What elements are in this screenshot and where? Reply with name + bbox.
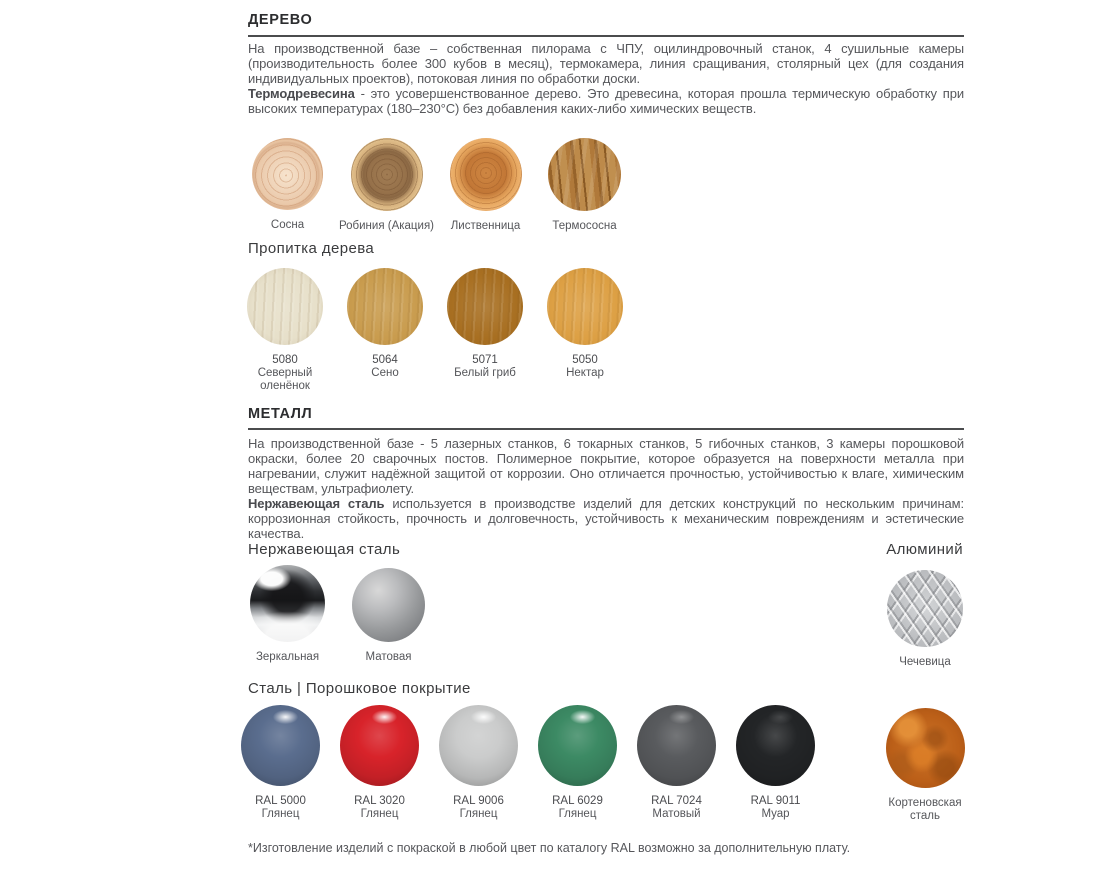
ral-label [354,795,405,821]
ral-footnote: *Изготовление изделий с покраской в любой цвет по каталогу RAL возможно за дополнительную плату. [248,841,851,855]
corten-sample [870,705,980,823]
stain-code: 5050 [572,354,598,366]
ral-7024-sphere-image [637,705,716,786]
wood-paragraph-thermowood [248,86,964,116]
aluminum-sample [870,565,980,669]
impregnation-label [339,354,431,380]
wood-section-divider [248,35,964,37]
wood-description [248,41,964,116]
metal-description [248,436,964,541]
ral-finish: Муар [761,808,790,820]
stainless-sample-mirror [237,565,338,664]
robinia-cross-section-image [351,138,423,211]
impregnation-swatch-5050 [535,268,635,393]
wood-sample-label: Робиния (Акация) [338,220,434,232]
ral-finish: Глянец [261,808,300,820]
ral-6029-sphere-image [538,705,617,786]
ral-swatch-7024 [627,705,726,821]
wood-section-title: ДЕРЕВО [248,12,313,28]
wood-sample-label: Лиственница [450,220,521,232]
ral-finish: Глянец [459,808,498,820]
ral-code: RAL 7024 [651,795,702,807]
stainless-steel-title: Нержавеющая сталь [248,541,401,558]
wood-sample-larch [436,138,535,233]
wood-sample-label: Термососна [552,220,617,232]
stainless-sample-label: Зеркальная [255,651,320,663]
ral-9006-sphere-image [439,705,518,786]
wood-sample-pine [238,138,337,233]
stain-swatch-image [347,268,423,345]
metal-section-title: МЕТАЛЛ [248,406,313,422]
wood-paragraph-production: На производственной базе – собственная пилорама с ЧПУ, оцилиндровочный станок, 4 сушильные камеры (производительность более 300 кубов в месяц), термокамера, линия сращивания, столярный цех (для создания индивидуальных проектов), потоковая линия по обработки доски. [248,41,964,86]
ral-label [453,795,504,821]
stainless-samples-row [237,565,439,664]
ral-code: RAL 3020 [354,795,405,807]
mirror-steel-sphere-image [250,565,325,642]
ral-code: RAL 5000 [255,795,306,807]
pine-cross-section-image [252,138,323,210]
stain-name: Нектар [566,367,604,379]
ral-5000-sphere-image [241,705,320,786]
metal-section-divider [248,428,964,430]
ral-label [255,795,306,821]
ral-code: RAL 9006 [453,795,504,807]
larch-cross-section-image [450,138,522,211]
impregnation-swatch-5064 [335,268,435,393]
ral-code: RAL 6029 [552,795,603,807]
ral-swatch-9006 [429,705,528,821]
aluminum-title: Алюминий [886,541,963,558]
impregnation-label [539,354,631,380]
checker-plate-image [887,570,963,647]
ral-3020-sphere-image [340,705,419,786]
wood-sample-label: Сосна [270,219,305,231]
ral-label [651,795,702,821]
wood-samples-row [238,138,634,233]
ral-9011-sphere-image [736,705,815,786]
metal-paragraph-production: На производственной базе - 5 лазерных станков, 6 токарных станков, 5 гибочных станков, 3 камеры порошковой окраски, более 20 сварочных постов. Полимерное покрытие, которое образуется на поверхности металла при нагревании, служит надёжной защитой от коррозии. Оно отличается прочностью, устойчивостью к влаге, химическим веществам, ультрафиолету. [248,436,964,496]
stain-code: 5080 [272,354,298,366]
thermopine-grain-image [548,138,621,211]
ral-label [751,795,801,821]
stain-swatch-image [247,268,323,345]
ral-swatch-6029 [528,705,627,821]
thermowood-definition: - это усовершенствованное дерево. Это древесина, которая прошла термическую обработку при высоких температурах (180–230°C) без добавления каких-либо химических веществ. [248,86,964,116]
metal-paragraph-stainless [248,496,964,541]
stain-name: Северный оленёнок [257,367,313,392]
stain-swatch-image [447,268,523,345]
stain-name: Белый гриб [454,367,516,379]
thermowood-term: Термодревесина [248,86,355,101]
ral-code: RAL 9011 [750,795,801,807]
aluminum-sample-label: Чечевица [899,656,951,668]
impregnation-label [239,354,331,393]
ral-label [552,795,603,821]
stain-name: Сено [371,367,399,379]
stain-code: 5064 [372,354,398,366]
corten-steel-image [886,708,965,788]
ral-swatch-9011 [726,705,825,821]
stainless-definition: используется в производстве изделий для детских конструкций по нескольким причинам: коррозионная стойкость, прочность и долговечность, устойчивость к механическим повреждениям и эстетические качества. [248,496,965,541]
impregnation-label [439,354,531,380]
ral-swatches-row [231,705,825,821]
matte-steel-sphere-image [352,568,425,642]
stainless-sample-matte [338,565,439,664]
corten-sample-label: Кортеновская сталь [888,797,962,822]
ral-finish: Глянец [558,808,597,820]
stain-code: 5071 [472,354,498,366]
ral-finish: Матовый [652,808,701,820]
ral-finish: Глянец [360,808,399,820]
ral-swatch-5000 [231,705,330,821]
impregnation-swatch-5080 [235,268,335,393]
stain-swatch-image [547,268,623,345]
wood-sample-thermopine [535,138,634,233]
impregnation-swatches-row [235,268,635,393]
stainless-term: Нержавеющая сталь [248,496,385,511]
stainless-sample-label: Матовая [365,651,412,663]
powder-coating-title: Сталь | Порошковое покрытие [248,680,471,697]
impregnation-title: Пропитка дерева [248,240,375,257]
wood-sample-robinia [337,138,436,233]
ral-swatch-3020 [330,705,429,821]
impregnation-swatch-5071 [435,268,535,393]
